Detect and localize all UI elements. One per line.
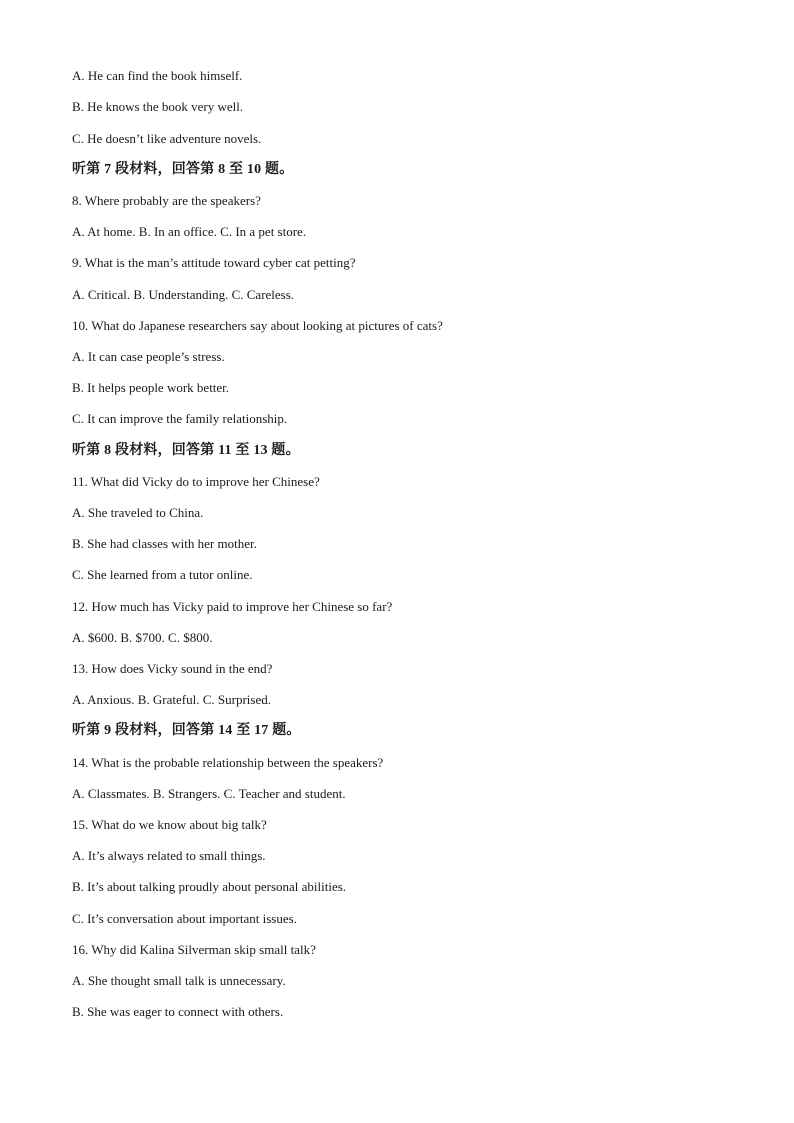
section-heading: 听第 8 段材料，回答第 11 至 13 题。 bbox=[72, 443, 300, 458]
question-line: 12. How much has Vicky paid to improve her Chinese so far? bbox=[72, 599, 393, 614]
option-line: A. $600. B. $700. C. $800. bbox=[72, 630, 213, 645]
question-line: 16. Why did Kalina Silverman skip small talk? bbox=[72, 942, 316, 957]
section-heading: 听第 9 段材料，回答第 14 至 17 题。 bbox=[72, 723, 301, 738]
option-line: B. It’s about talking proudly about personal abilities. bbox=[72, 879, 347, 894]
option-line: B. She had classes with her mother. bbox=[72, 536, 257, 551]
option-line: C. She learned from a tutor online. bbox=[72, 567, 253, 582]
option-line: A. She traveled to China. bbox=[72, 505, 204, 520]
section-heading: 听第 7 段材料，回答第 8 至 10 题。 bbox=[72, 162, 294, 177]
option-line: A. Critical. B. Understanding. C. Careless. bbox=[72, 287, 295, 302]
option-line: B. It helps people work better. bbox=[72, 380, 230, 395]
option-line: A. He can find the book himself. bbox=[72, 68, 243, 83]
option-line: A. Anxious. B. Grateful. C. Surprised. bbox=[72, 692, 271, 707]
option-line: C. It can improve the family relationship. bbox=[72, 411, 288, 426]
question-line: 11. What did Vicky do to improve her Chinese? bbox=[72, 474, 320, 489]
option-line: A. She thought small talk is unnecessary. bbox=[72, 973, 286, 988]
option-line: A. It’s always related to small things. bbox=[72, 848, 266, 863]
question-line: 8. Where probably are the speakers? bbox=[72, 193, 261, 208]
option-line: C. He doesn’t like adventure novels. bbox=[72, 131, 262, 146]
option-line: A. It can case people’s stress. bbox=[72, 349, 225, 364]
question-line: 13. How does Vicky sound in the end? bbox=[72, 661, 273, 676]
question-line: 10. What do Japanese researchers say about looking at pictures of cats? bbox=[72, 318, 443, 333]
option-line: B. She was eager to connect with others. bbox=[72, 1004, 284, 1019]
option-line: A. Classmates. B. Strangers. C. Teacher and student. bbox=[72, 786, 346, 801]
option-line: B. He knows the book very well. bbox=[72, 99, 244, 114]
question-line: 14. What is the probable relationship between the speakers? bbox=[72, 755, 384, 770]
option-line: A. At home. B. In an office. C. In a pet store. bbox=[72, 224, 307, 239]
option-line: C. It’s conversation about important issues. bbox=[72, 911, 297, 926]
question-line: 9. What is the man’s attitude toward cyber cat petting? bbox=[72, 255, 356, 270]
question-line: 15. What do we know about big talk? bbox=[72, 817, 267, 832]
